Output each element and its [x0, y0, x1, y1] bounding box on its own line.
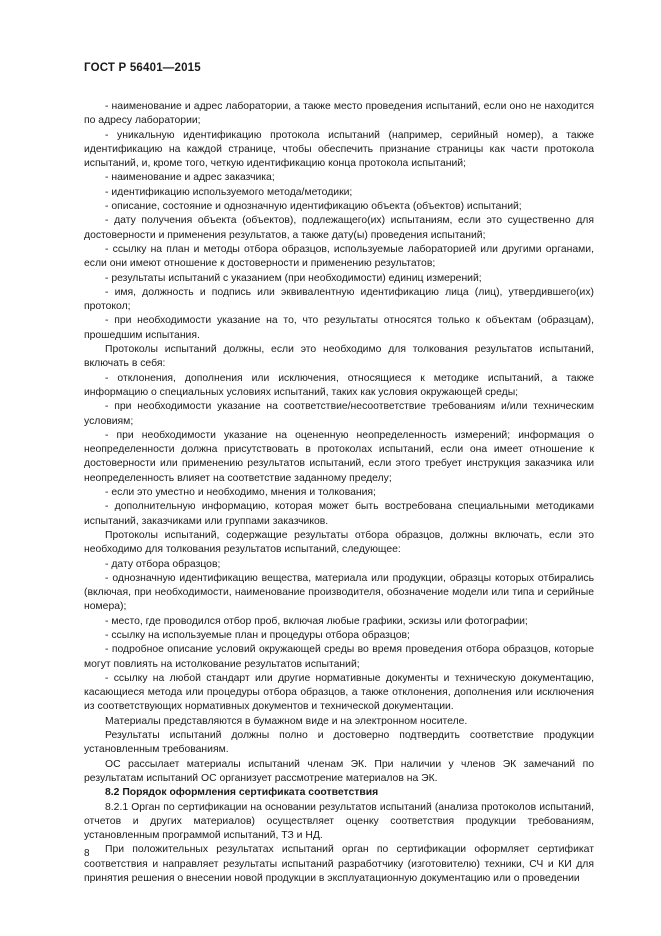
paragraph: - идентификацию используемого метода/методики;	[105, 186, 353, 198]
paragraph: - наименование и адрес заказчика;	[105, 172, 275, 184]
paragraph: - имя, должность и подпись или эквивалентную идентификацию лица (лиц), утвердившего(их) протокол;	[84, 286, 594, 313]
paragraph: - уникальную идентификацию протокола испытаний (например, серийный номер), а также идентификацию на каждой странице, чтобы обеспечить признание страницы как части протокола испытаний, и, кроме того, четкую идентификацию конца протокола испытаний;	[84, 129, 594, 170]
document-header: ГОСТ Р 56401—2015	[84, 62, 201, 74]
paragraph: - ссылку на используемые план и процедуры отбора образцов;	[105, 629, 410, 641]
paragraph: Материалы представляются в бумажном виде и на электронном носителе.	[105, 715, 468, 727]
paragraph: - результаты испытаний с указанием (при необходимости) единиц измерений;	[105, 272, 482, 284]
paragraph: - ссылку на план и методы отбора образцов, используемые лабораторией или другими органами, если они имеют отношение к достоверности и применению результатов;	[84, 243, 594, 270]
paragraph: - при необходимости указание на то, что результаты относятся только к объектам (образцам), прошедшим испытания.	[84, 315, 594, 341]
paragraph: - ссылку на любой стандарт или другие нормативные документы и техническую документацию, касающиеся метода или процедуры отбора образцов, а также отклонения, дополнения или исключения из соответствующих нормативных документов и технической документации.	[84, 672, 594, 713]
paragraph: Протоколы испытаний, содержащие результаты отбора образцов, должны включать, если это необходимо для толкования результатов испытаний, следующее:	[84, 529, 594, 556]
paragraph: - однозначную идентификацию вещества, материала или продукции, образцы которых отбирались (включая, при необходимости, наименование производителя, обозначение модели или типа и серийные номера);	[84, 572, 594, 613]
paragraph: - место, где проводился отбор проб, включая любые графики, эскизы или фотографии;	[105, 615, 528, 627]
document-body	[84, 100, 594, 886]
paragraph: - наименование и адрес лаборатории, а также место проведения испытаний, если оно не находится по адресу лаборатории;	[84, 101, 594, 127]
paragraph: - описание, состояние и однозначную идентификацию объекта (объектов) испытаний;	[105, 201, 522, 213]
paragraph: - отклонения, дополнения или исключения, относящиеся к методике испытаний, а также информацию о специальных условиях испытаний, таких как условия окружающей среды;	[84, 372, 594, 398]
paragraph: 8.2.1 Орган по сертификации на основании результатов испытаний (анализа протоколов испытаний, отчетов и других материалов) осуществляет оценку соответствия продукции требованиям, установленным программой испытаний, ТЗ и НД.	[84, 801, 594, 842]
paragraph: Протоколы испытаний должны, если это необходимо для толкования результатов испытаний, включать в себя:	[84, 344, 594, 370]
paragraph: - при необходимости указание на соответствие/несоответствие требованиям и/или техническим условиям;	[84, 401, 594, 427]
paragraph: - дополнительную информацию, которая может быть востребована специальными методиками испытаний, заказчиками или группами заказчиков.	[84, 501, 594, 527]
page-number: 8	[84, 848, 90, 859]
paragraph: - при необходимости указание на оцененную неопределенность измерений; информация о неопределенности должна присутствовать в протоколах испытаний, если она имеет отношение к достоверности или применению результатов испытаний, если этого требует инструкция заказчика или неопределенность влияет на соответствие заданному пределу;	[84, 429, 594, 484]
section-heading: 8.2 Порядок оформления сертификата соответствия	[105, 787, 379, 799]
paragraph: Результаты испытаний должны полно и достоверно подтвердить соответствие продукции установленным требованиям.	[84, 730, 594, 756]
paragraph: - подробное описание условий окружающей среды во время проведения отбора образцов, которые могут повлиять на истолкование результатов испытаний;	[84, 644, 594, 670]
paragraph: - дату отбора образцов;	[105, 558, 221, 570]
paragraph: - дату получения объекта (объектов), подлежащего(их) испытаниям, если это существенно для достоверности и применения результатов, а также дату(ы) проведения испытаний;	[84, 215, 594, 241]
paragraph: ОС рассылает материалы испытаний членам ЭК. При наличии у членов ЭК замечаний по результатам испытаний ОС организует рассмотрение материалов на ЭК.	[84, 758, 594, 784]
paragraph: При положительных результатах испытаний орган по сертификации оформляет сертификат соответствия и направляет результаты испытаний разработчику (изготовителю) техники, СЧ и КИ для принятия решения о внесении новой продукции в эксплуатационную документацию или о проведении	[84, 844, 594, 885]
paragraph: - если это уместно и необходимо, мнения и толкования;	[105, 487, 376, 499]
